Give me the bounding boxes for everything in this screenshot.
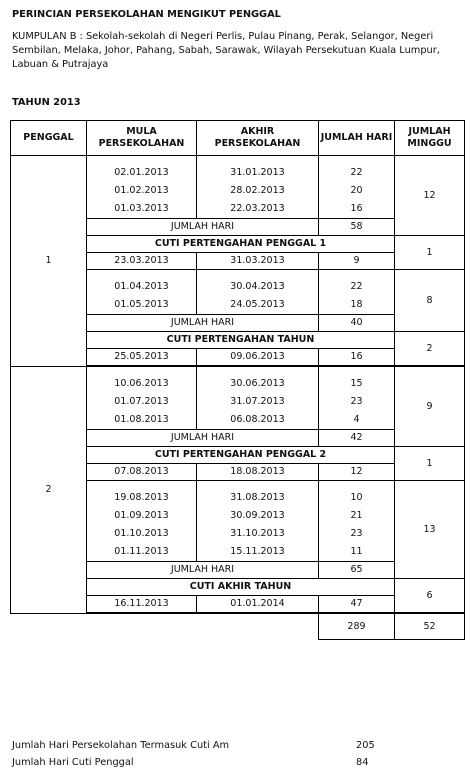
footer-line-1-label: Jumlah Hari Persekolahan Termasuk Cuti Am: [12, 740, 230, 751]
school-term-table: [10, 120, 465, 640]
break-row: CUTI AKHIR TAHUN 6: [11, 579, 465, 596]
break-row: CUTI PERTENGAHAN TAHUN 2: [11, 332, 465, 349]
weeks-1: 12: [395, 156, 465, 236]
table-row: 02.01.2013 31.01.2013 22: [11, 164, 465, 182]
footer-line-2-label: Jumlah Hari Cuti Penggal: [12, 757, 134, 768]
table-header-row: [11, 121, 465, 156]
footer-line-2-value: 84: [356, 757, 369, 768]
break-weeks: 1: [395, 236, 465, 270]
sum-row: JUMLAH HARI 58: [11, 219, 465, 236]
break-dates: 07.08.2013 18.08.2013 12: [11, 464, 465, 481]
table-row: 01.02.2013 28.02.2013 20: [11, 182, 465, 200]
weeks-2: 8: [395, 270, 465, 332]
table-row: 01.10.2013 31.10.2013 23: [11, 525, 465, 543]
table-row: 10.06.2013 30.06.2013 15: [11, 375, 465, 393]
break-dates: 23.03.2013 31.03.2013 9: [11, 253, 465, 270]
header-penggal: PENGGAL: [11, 121, 87, 156]
group-description: KUMPULAN B : Sekolah-sekolah di Negeri Perlis, Pulau Pinang, Perak, Selangor, Negeri Sembilan, Melaka, Johor, Pahang, Sabah, Sarawak, Wilayah Persekutuan Kuala Lumpur, Labuan & Putrajaya: [12, 31, 440, 70]
page-title: PERINCIAN PERSEKOLAHAN MENGIKUT PENGGAL: [12, 9, 281, 20]
table-row: 01.07.2013 31.07.2013 23: [11, 393, 465, 411]
break-row: CUTI PERTENGAHAN PENGGAL 2 1: [11, 447, 465, 464]
table-row: 01.04.2013 30.04.2013 22: [11, 278, 465, 296]
header-jumlah-hari: JUMLAH HARI: [319, 121, 395, 156]
sum-row: JUMLAH HARI 65: [11, 562, 465, 579]
header-mula: MULA PERSEKOLAHAN: [87, 121, 197, 156]
totals-row: [11, 614, 465, 640]
total-weeks: 52: [395, 614, 465, 640]
table-row: 01.05.2013 24.05.2013 18: [11, 296, 465, 315]
break-dates: 25.05.2013 09.06.2013 16: [11, 349, 465, 366]
header-jumlah-minggu: JUMLAH MINGGU: [395, 121, 465, 156]
weeks-3: 9: [395, 367, 465, 447]
table-row: 01.08.2013 06.08.2013 4: [11, 411, 465, 430]
sum-row: JUMLAH HARI 40: [11, 315, 465, 332]
table-row: 19.08.2013 31.08.2013 10: [11, 489, 465, 507]
break-weeks: 1: [395, 447, 465, 481]
break-weeks: 2: [395, 332, 465, 366]
sum-row: JUMLAH HARI 42: [11, 430, 465, 447]
table-row: 01.09.2013 30.09.2013 21: [11, 507, 465, 525]
table-row: 01.11.2013 15.11.2013 11: [11, 543, 465, 562]
total-days: 289: [319, 614, 395, 640]
header-akhir: AKHIR PERSEKOLAHAN: [197, 121, 319, 156]
term-2-cell: 2: [11, 367, 87, 614]
break-weeks: 6: [395, 579, 465, 613]
table-row: 01.03.2013 22.03.2013 16: [11, 200, 465, 219]
break-dates: 16.11.2013 01.01.2014 47: [11, 596, 465, 613]
footer-line-1-value: 205: [356, 740, 375, 751]
weeks-4: 13: [395, 481, 465, 579]
term-1-cell: 1: [11, 156, 87, 367]
break-row: CUTI PERTENGAHAN PENGGAL 1 1: [11, 236, 465, 253]
year-label: TAHUN 2013: [12, 97, 81, 108]
